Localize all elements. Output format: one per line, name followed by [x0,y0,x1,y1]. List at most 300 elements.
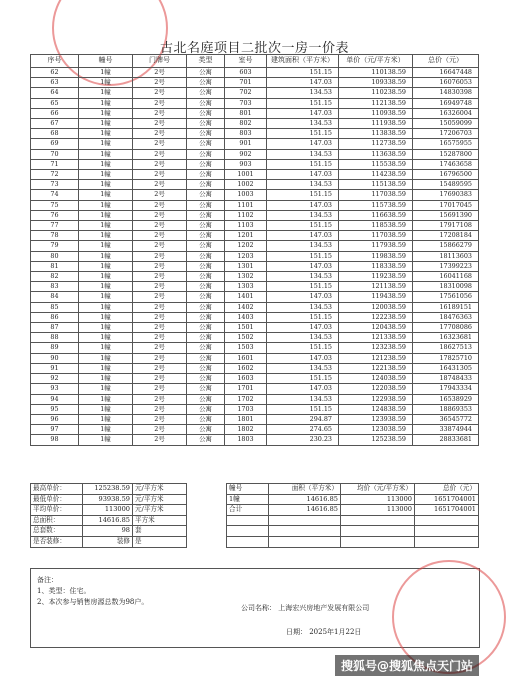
summary-cell: 93938.59 [83,494,133,505]
table-cell: 1幢 [79,170,133,180]
table-cell: 1幢 [79,139,133,149]
table-cell: 121238.59 [339,353,413,363]
table-cell: 147.03 [267,323,339,333]
table-cell: 2号 [133,292,187,302]
summary-cell: 平均单价： [31,505,83,516]
table-row [31,139,479,149]
table-cell: 62 [31,68,79,78]
table-cell: 95 [31,404,79,414]
table-cell: 1403 [225,312,267,322]
table-cell: 1幢 [79,272,133,282]
issue-date: 日期： 2025年1月22日 [286,628,362,636]
table-cell: 1幢 [79,200,133,210]
table-cell: 16796500 [413,170,479,180]
table-cell: 702 [225,88,267,98]
table-cell: 147.03 [267,78,339,88]
table-cell: 1幢 [79,261,133,271]
summary-cell [187,494,227,505]
table-cell: 2号 [133,78,187,88]
table-cell: 2号 [133,343,187,353]
table-cell: 2号 [133,353,187,363]
page-title: 古北名庭项目二批次一房一价表 [159,41,349,56]
table-cell: 116638.59 [339,210,413,220]
table-cell: 151.15 [267,98,339,108]
table-row [31,374,479,384]
table-cell: 902 [225,149,267,159]
table-cell: 1602 [225,363,267,373]
table-cell: 1幢 [79,374,133,384]
table-cell: 121138.59 [339,282,413,292]
table-cell: 公寓 [187,374,225,384]
table-cell: 16949748 [413,98,479,108]
table-row [31,312,479,322]
table-cell: 1203 [225,251,267,261]
table-row [31,221,479,231]
table-cell: 1502 [225,333,267,343]
table-cell: 17917108 [413,221,479,231]
table-cell: 1幢 [79,180,133,190]
summary-cell: 最低单价： [31,494,83,505]
table-cell: 17463658 [413,159,479,169]
table-cell: 97 [31,425,79,435]
table-cell: 1幢 [79,231,133,241]
table-row [31,200,479,210]
table-cell: 115538.59 [339,159,413,169]
table-cell: 1803 [225,435,267,445]
table-cell: 73 [31,180,79,190]
table-cell: 2号 [133,435,187,445]
table-cell: 1幢 [79,88,133,98]
table-cell: 134.53 [267,149,339,159]
table-header-row [31,55,479,68]
table-cell: 88 [31,333,79,343]
summary-cell: 元/平方米 [133,505,187,516]
summary-cell [415,536,479,547]
table-cell: 公寓 [187,261,225,271]
summary-cell [269,526,341,537]
table-cell: 603 [225,68,267,78]
table-cell: 16647448 [413,68,479,78]
table-cell: 18627513 [413,343,479,353]
table-cell: 803 [225,129,267,139]
table-cell: 92 [31,374,79,384]
table-row [31,363,479,373]
table-cell: 115738.59 [339,200,413,210]
table-cell: 公寓 [187,119,225,129]
table-cell: 28833681 [413,435,479,445]
table-cell: 75 [31,200,79,210]
table-cell: 151.15 [267,190,339,200]
summary-cell: 元/平方米 [133,494,187,505]
table-cell: 147.03 [267,108,339,118]
table-cell: 122238.59 [339,312,413,322]
table-row [31,251,479,261]
table-cell: 1幢 [79,129,133,139]
summary-cell: 最高单价： [31,484,83,495]
table-cell: 公寓 [187,353,225,363]
summary-cell: 1651704001 [415,494,479,505]
table-row [31,261,479,271]
summary-cell: 14616.85 [269,494,341,505]
table-cell: 84 [31,292,79,302]
table-cell: 2号 [133,139,187,149]
summary-cell: 装修 [83,536,133,547]
table-cell: 18476363 [413,312,479,322]
summary-cell: 总套数： [31,526,83,537]
table-cell: 1001 [225,170,267,180]
table-cell: 1302 [225,272,267,282]
table-cell: 119238.59 [339,272,413,282]
table-cell: 91 [31,363,79,373]
table-cell: 17399223 [413,261,479,271]
table-cell: 113638.59 [339,149,413,159]
column-header: 序号 [31,55,79,68]
table-cell: 1幢 [79,190,133,200]
table-cell: 134.53 [267,88,339,98]
table-cell: 2号 [133,149,187,159]
summary-table [30,483,479,548]
table-cell: 147.03 [267,292,339,302]
table-cell: 2号 [133,119,187,129]
column-header: 总价（元） [413,55,479,68]
table-cell: 1601 [225,353,267,363]
table-cell: 1003 [225,190,267,200]
table-cell: 1幢 [79,414,133,424]
table-cell: 94 [31,394,79,404]
table-cell: 公寓 [187,88,225,98]
table-cell: 公寓 [187,414,225,424]
table-cell: 119838.59 [339,251,413,261]
column-header: 室号 [225,55,267,68]
table-cell: 120038.59 [339,302,413,312]
table-row [31,353,479,363]
table-row [31,414,479,424]
table-cell: 公寓 [187,98,225,108]
table-cell: 16076053 [413,78,479,88]
table-cell: 16189151 [413,302,479,312]
table-cell: 1幢 [79,333,133,343]
table-cell: 112138.59 [339,98,413,108]
summary-cell [227,515,269,526]
table-cell: 230.23 [267,435,339,445]
summary-cell: 113000 [341,494,415,505]
table-cell: 1幢 [79,363,133,373]
table-cell: 274.65 [267,425,339,435]
table-cell: 18748433 [413,374,479,384]
summary-cell [341,536,415,547]
table-cell: 公寓 [187,149,225,159]
summary-cell [187,536,227,547]
table-cell: 121338.59 [339,333,413,343]
table-cell: 1303 [225,282,267,292]
table-cell: 2号 [133,221,187,231]
table-cell: 151.15 [267,68,339,78]
table-cell: 110238.59 [339,88,413,98]
price-table [30,54,479,446]
table-cell: 1幢 [79,68,133,78]
table-row [31,333,479,343]
table-cell: 公寓 [187,343,225,353]
table-cell: 109338.59 [339,78,413,88]
note-line-2: 2、本次参与销售房源总数为98户。 [37,598,149,606]
table-cell: 114238.59 [339,170,413,180]
summary-cell: 125238.59 [83,484,133,495]
table-cell: 72 [31,170,79,180]
summary-cell [341,515,415,526]
table-cell: 17943334 [413,384,479,394]
table-cell: 2号 [133,394,187,404]
table-row [31,190,479,200]
watermark: 搜狐号@搜狐焦点天门站 [335,655,479,676]
summary-row [31,536,479,547]
column-header: 幢号 [79,55,133,68]
table-row [31,129,479,139]
table-cell: 1幢 [79,384,133,394]
table-cell: 公寓 [187,282,225,292]
table-cell: 65 [31,98,79,108]
table-cell: 294.87 [267,414,339,424]
column-header: 门牌号 [133,55,187,68]
summary-cell [269,515,341,526]
table-cell: 67 [31,119,79,129]
table-cell: 1501 [225,323,267,333]
table-cell: 1幢 [79,302,133,312]
summary-cell [227,536,269,547]
table-cell: 1701 [225,384,267,394]
table-cell: 1幢 [79,343,133,353]
table-cell: 85 [31,302,79,312]
table-cell: 公寓 [187,312,225,322]
table-cell: 122038.59 [339,384,413,394]
table-cell: 公寓 [187,129,225,139]
table-row [31,159,479,169]
table-cell: 2号 [133,251,187,261]
table-cell: 115138.59 [339,180,413,190]
table-cell: 1603 [225,374,267,384]
notes-label: 备注： [37,576,58,584]
table-cell: 16326004 [413,108,479,118]
table-cell: 公寓 [187,394,225,404]
table-cell: 151.15 [267,129,339,139]
table-cell: 公寓 [187,159,225,169]
summary-cell: 1651704001 [415,505,479,516]
table-cell: 公寓 [187,292,225,302]
table-cell: 147.03 [267,384,339,394]
summary-row [31,484,479,495]
table-cell: 2号 [133,170,187,180]
summary-cell: 113000 [341,505,415,516]
table-cell: 2号 [133,323,187,333]
table-row [31,170,479,180]
table-cell: 公寓 [187,108,225,118]
summary-cell: 元/平方米 [133,484,187,495]
table-cell: 134.53 [267,272,339,282]
table-cell: 76 [31,210,79,220]
table-row [31,323,479,333]
table-cell: 公寓 [187,363,225,373]
table-cell: 1幢 [79,353,133,363]
table-cell: 151.15 [267,343,339,353]
table-cell: 147.03 [267,170,339,180]
summary-cell: 14616.85 [83,515,133,526]
table-row [31,119,479,129]
table-cell: 134.53 [267,241,339,251]
table-cell: 15287800 [413,149,479,159]
table-cell: 901 [225,139,267,149]
summary-cell: 98 [83,526,133,537]
table-row [31,78,479,88]
table-cell: 71 [31,159,79,169]
table-cell: 98 [31,435,79,445]
table-cell: 68 [31,129,79,139]
table-cell: 83 [31,282,79,292]
table-cell: 2号 [133,414,187,424]
table-cell: 1503 [225,343,267,353]
summary-cell: 113000 [83,505,133,516]
table-cell: 74 [31,190,79,200]
table-cell: 112738.59 [339,139,413,149]
summary-cell [415,526,479,537]
table-cell: 公寓 [187,68,225,78]
summary-cell [187,505,227,516]
company-name: 公司名称： 上海宏兴房地产发展有限公司 [241,604,370,612]
table-cell: 2号 [133,425,187,435]
table-cell: 2号 [133,374,187,384]
table-cell: 2号 [133,200,187,210]
table-cell: 1201 [225,231,267,241]
table-cell: 2号 [133,98,187,108]
table-row [31,231,479,241]
table-cell: 1002 [225,180,267,190]
table-cell: 147.03 [267,353,339,363]
table-cell: 1702 [225,394,267,404]
table-cell: 2号 [133,302,187,312]
table-cell: 90 [31,353,79,363]
summary-cell: 是否装修： [31,536,83,547]
table-cell: 151.15 [267,251,339,261]
table-cell: 147.03 [267,261,339,271]
table-cell: 2号 [133,180,187,190]
summary-cell: 面积（平方米） [269,484,341,495]
table-cell: 81 [31,261,79,271]
table-cell: 1402 [225,302,267,312]
table-cell: 69 [31,139,79,149]
table-row [31,435,479,445]
summary-cell: 14616.85 [269,505,341,516]
table-row [31,404,479,414]
table-cell: 63 [31,78,79,88]
table-cell: 66 [31,108,79,118]
summary-row [31,526,479,537]
table-cell: 801 [225,108,267,118]
table-cell: 2号 [133,88,187,98]
table-cell: 2号 [133,108,187,118]
table-cell: 16323681 [413,333,479,343]
table-cell: 80 [31,251,79,261]
table-cell: 125238.59 [339,435,413,445]
table-cell: 151.15 [267,282,339,292]
table-cell: 802 [225,119,267,129]
table-row [31,241,479,251]
table-cell: 16575955 [413,139,479,149]
table-cell: 123938.59 [339,414,413,424]
table-row [31,384,479,394]
table-cell: 18113603 [413,251,479,261]
note-line-1: 1、类型：住宅。 [37,587,91,595]
column-header: 单价（元/平方米） [339,55,413,68]
summary-cell [187,526,227,537]
table-cell: 123238.59 [339,343,413,353]
table-row [31,272,479,282]
table-row [31,282,479,292]
table-cell: 1802 [225,425,267,435]
summary-cell [227,526,269,537]
table-cell: 2号 [133,159,187,169]
table-cell: 134.53 [267,302,339,312]
table-cell: 2号 [133,312,187,322]
table-cell: 79 [31,241,79,251]
table-cell: 89 [31,343,79,353]
table-cell: 2号 [133,333,187,343]
table-cell: 公寓 [187,404,225,414]
table-cell: 1101 [225,200,267,210]
table-cell: 15866279 [413,241,479,251]
table-row [31,180,479,190]
column-header: 类型 [187,55,225,68]
table-cell: 公寓 [187,210,225,220]
table-cell: 2号 [133,210,187,220]
table-cell: 151.15 [267,404,339,414]
table-cell: 2号 [133,129,187,139]
table-row [31,108,479,118]
table-cell: 公寓 [187,180,225,190]
table-cell: 17206703 [413,129,479,139]
summary-cell [187,484,227,495]
table-cell: 公寓 [187,251,225,261]
table-cell: 134.53 [267,180,339,190]
table-cell: 公寓 [187,221,225,231]
table-cell: 134.53 [267,363,339,373]
table-cell: 公寓 [187,241,225,251]
table-cell: 33874944 [413,425,479,435]
table-cell: 134.53 [267,394,339,404]
table-cell: 14830398 [413,88,479,98]
table-cell: 86 [31,312,79,322]
table-cell: 公寓 [187,272,225,282]
table-cell: 122138.59 [339,363,413,373]
table-cell: 2号 [133,384,187,394]
table-cell: 17017045 [413,200,479,210]
summary-cell: 是 [133,536,187,547]
table-cell: 118338.59 [339,261,413,271]
table-cell: 公寓 [187,384,225,394]
table-cell: 公寓 [187,323,225,333]
table-cell: 1幢 [79,210,133,220]
summary-cell [187,515,227,526]
summary-cell: 总面积： [31,515,83,526]
table-cell: 1幢 [79,404,133,414]
table-cell: 1幢 [79,435,133,445]
table-cell: 16041168 [413,272,479,282]
table-cell: 36545772 [413,414,479,424]
table-cell: 93 [31,384,79,394]
table-cell: 703 [225,98,267,108]
table-cell: 117938.59 [339,241,413,251]
summary-cell: 均价（元/平方米） [341,484,415,495]
table-cell: 1401 [225,292,267,302]
summary-row [31,505,479,516]
table-cell: 151.15 [267,221,339,231]
